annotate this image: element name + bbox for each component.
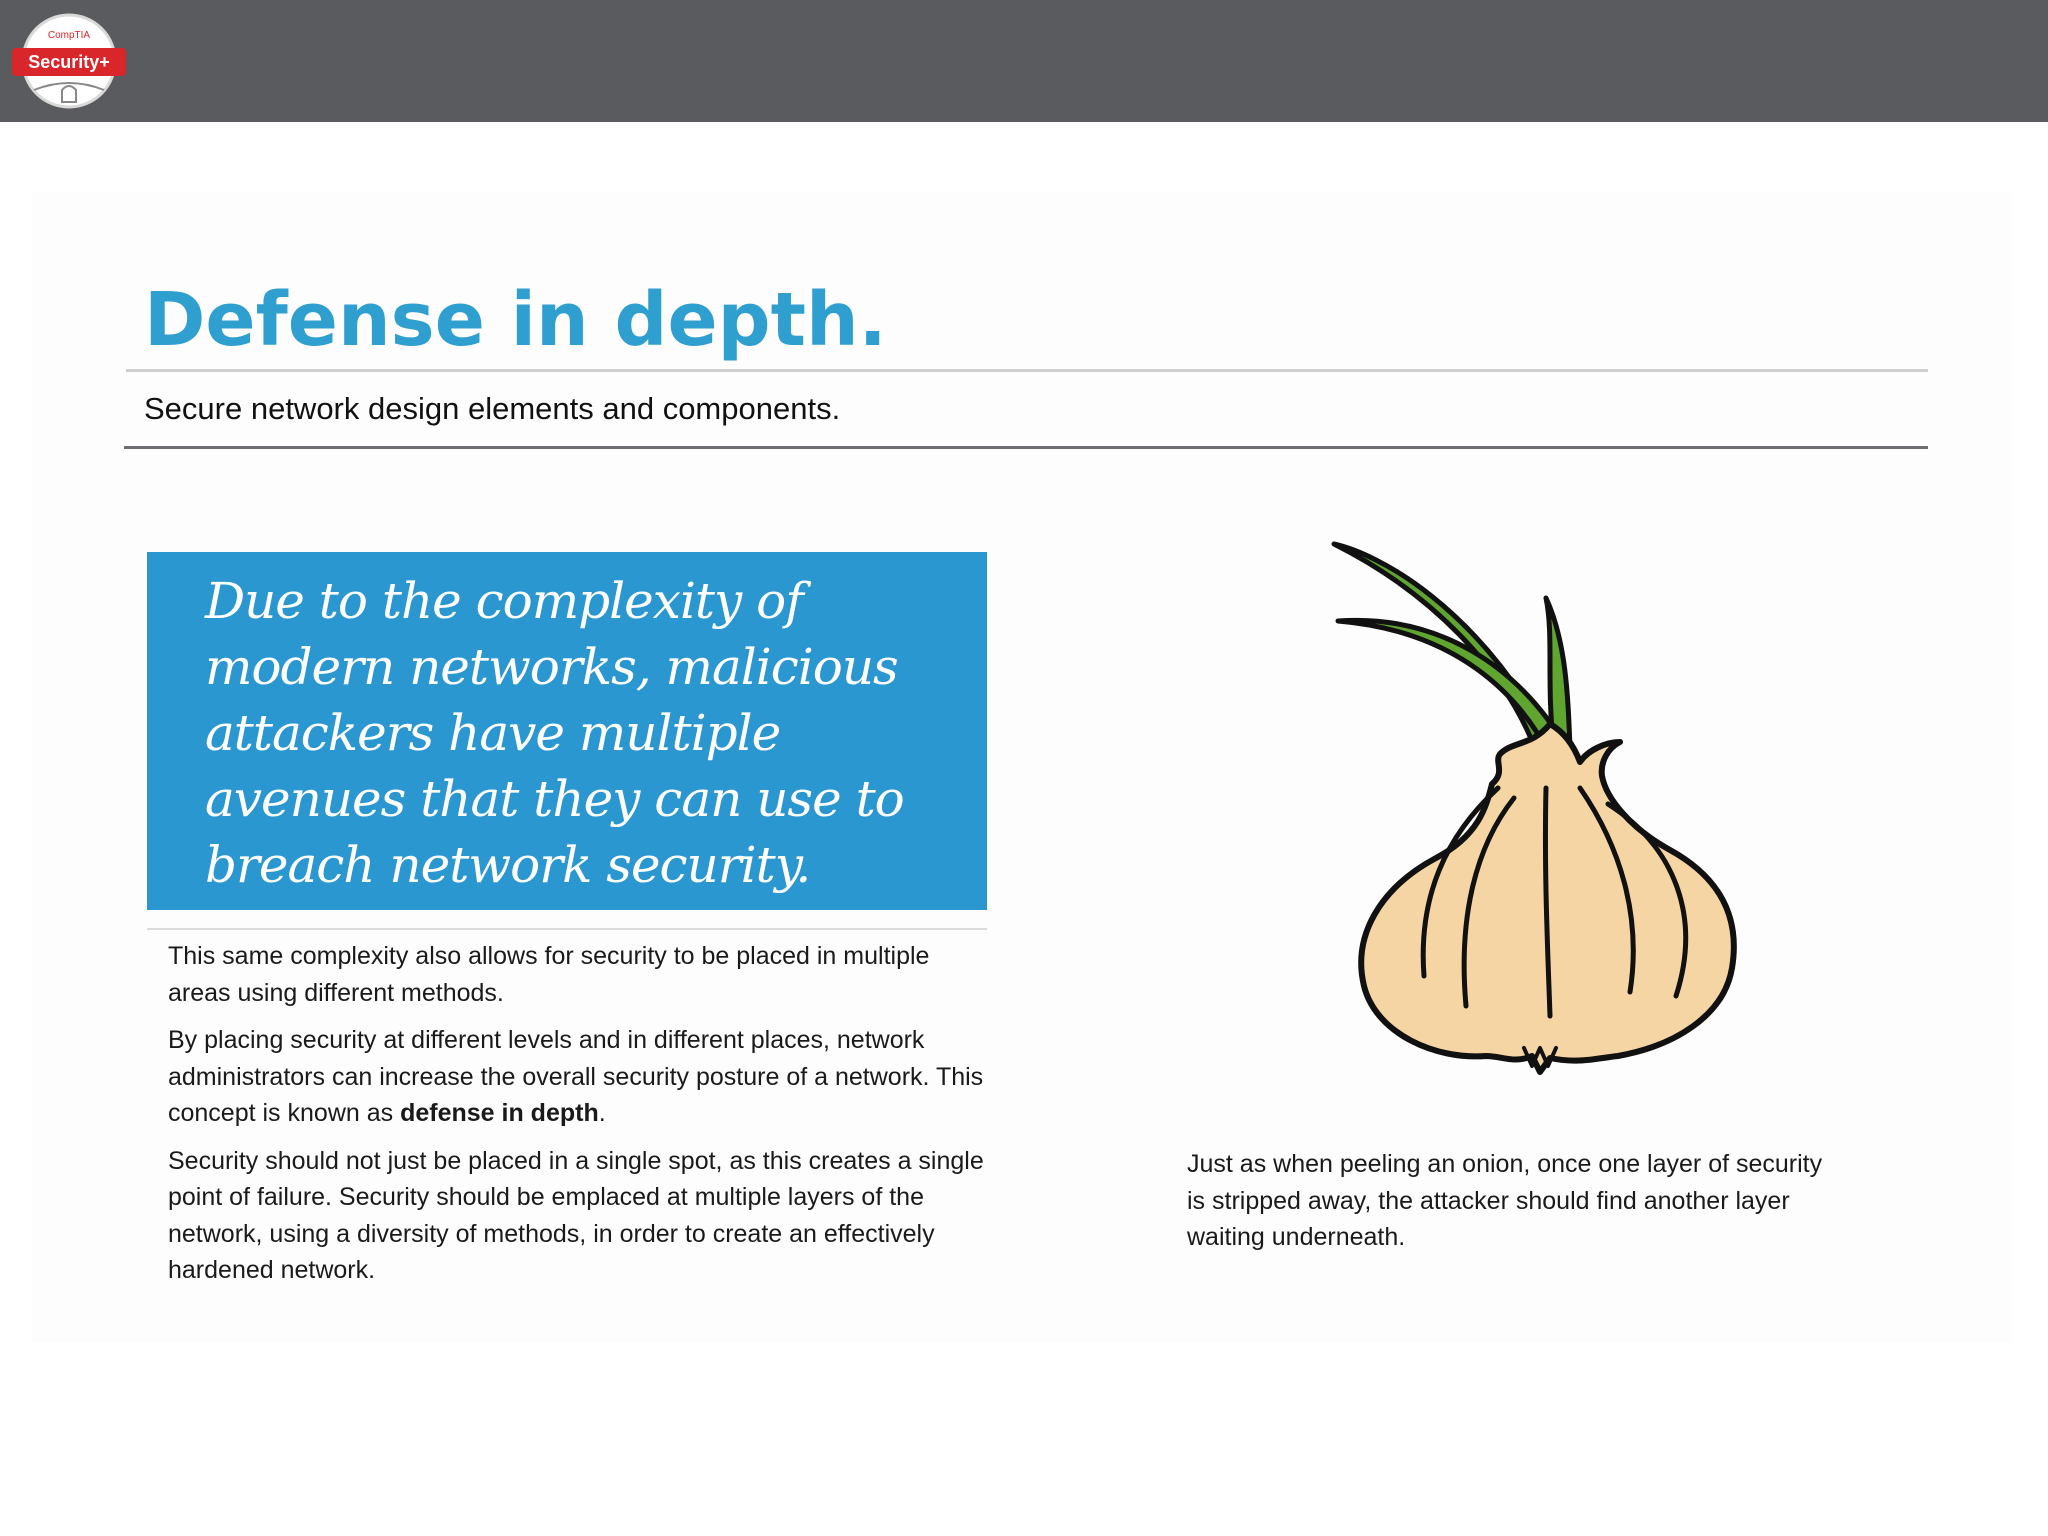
title-divider bbox=[126, 369, 1928, 372]
defense-in-depth-term: defense in depth bbox=[400, 1099, 599, 1127]
paragraph-defense-in-depth bbox=[168, 1022, 988, 1132]
body-text bbox=[168, 938, 988, 1300]
paragraph-single-point-of-failure: Security should not just be placed in a single spot, as this creates a single point of failure. Security should be emplaced at multiple layers of the network, using a diversity of methods, in order to create an effectively hardened network. bbox=[168, 1146, 984, 1284]
paragraph-defense-text: By placing security at different levels and in different places, network administrators can increase the overall security posture of a network. This concept is known as bbox=[168, 1026, 984, 1127]
onion-icon bbox=[1318, 536, 1748, 1082]
paragraph-complexity: This same complexity also allows for security to be placed in multiple areas using different methods. bbox=[168, 942, 930, 1007]
quote-box bbox=[147, 552, 987, 910]
onion-caption: Just as when peeling an onion, once one layer of security is stripped away, the attacker should find another layer waiting underneath. bbox=[1187, 1150, 1823, 1251]
header-bar bbox=[0, 0, 2048, 122]
subtitle-divider bbox=[124, 446, 1928, 449]
quote-text: Due to the complexity of modern networks, malicious attackers have multiple avenues that they can use to breach network security. bbox=[205, 572, 904, 894]
paragraph-defense-period: . bbox=[598, 1099, 606, 1127]
quote-divider bbox=[147, 928, 987, 930]
slide-subtitle: Secure network design elements and components. bbox=[144, 391, 841, 426]
logo-brand-text: CompTIA bbox=[47, 30, 91, 41]
comptia-security-plus-logo bbox=[12, 12, 126, 110]
logo-badge-text: Security+ bbox=[28, 52, 110, 72]
slide-title: Defense in depth. bbox=[144, 277, 887, 363]
